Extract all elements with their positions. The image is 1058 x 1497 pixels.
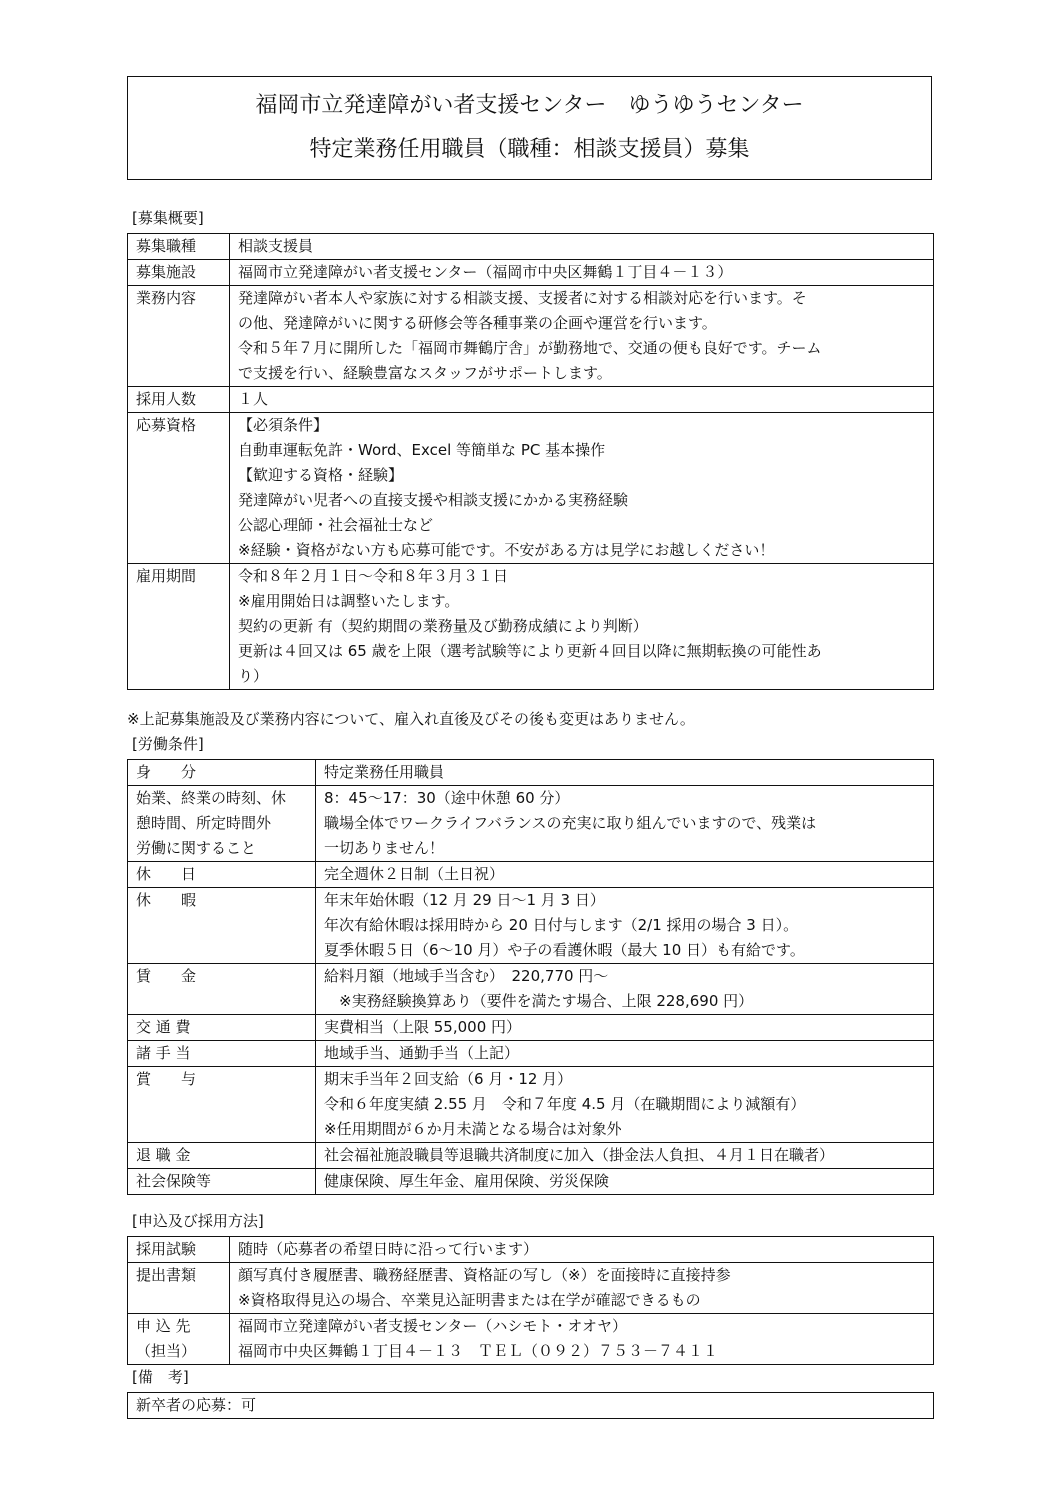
key-line: 採用試験 bbox=[136, 1240, 197, 1258]
application-table bbox=[127, 1236, 934, 1365]
table-row bbox=[128, 1393, 934, 1419]
value-line: 令和６年度実績 2.55 月 令和７年度 4.5 月（在職期間により減額有） bbox=[324, 1095, 806, 1113]
row-key: 雇用期間 bbox=[128, 564, 230, 690]
value-line: 令和５年７月に開所した「福岡市舞鶴庁舎」が勤務地で、交通の便も良好です。チーム bbox=[238, 339, 822, 357]
key-line: 申 込 先 bbox=[136, 1317, 191, 1335]
key-line: 賞 与 bbox=[136, 1070, 197, 1088]
row-key: 採用人数 bbox=[128, 387, 230, 413]
key-line: 身 分 bbox=[136, 763, 197, 781]
value-line: で支援を行い、経験豊富なスタッフがサポートします。 bbox=[238, 364, 612, 382]
value-line: り） bbox=[238, 667, 269, 685]
row-value bbox=[230, 234, 934, 260]
row-key: 募集職種 bbox=[128, 234, 230, 260]
section-label-overview: [募集概要] bbox=[132, 209, 204, 227]
row-key bbox=[128, 1314, 230, 1365]
row-value bbox=[316, 964, 934, 1015]
key-line: 交 通 費 bbox=[136, 1018, 191, 1036]
table-row bbox=[128, 1067, 934, 1143]
row-value bbox=[316, 1143, 934, 1169]
value-line: 地域手当、通勤手当（上記） bbox=[324, 1044, 520, 1062]
key-line: 労働に関すること bbox=[136, 839, 257, 857]
value-line: 相談支援員 bbox=[238, 237, 314, 255]
row-value bbox=[230, 413, 934, 564]
section-label-remarks: [備 考] bbox=[132, 1368, 189, 1386]
value-line: ※雇用開始日は調整いたします。 bbox=[238, 592, 460, 610]
value-line: ※実務経験換算あり（要件を満たす場合、上限 228,690 円） bbox=[324, 992, 754, 1010]
table-row bbox=[128, 260, 934, 286]
key-line: 退 職 金 bbox=[136, 1146, 191, 1164]
value-line: 夏季休暇５日（6～10 月）や子の看護休暇（最大 10 日）も有給です。 bbox=[324, 941, 805, 959]
key-line: 憩時間、所定時間外 bbox=[136, 814, 272, 832]
value-line: 実費相当（上限 55,000 円） bbox=[324, 1018, 522, 1036]
value-line: 福岡市中央区舞鶴１丁目４－１３ ＴＥＬ（０９２）７５３－７４１１ bbox=[238, 1342, 719, 1360]
row-value bbox=[316, 786, 934, 862]
row-value bbox=[316, 1169, 934, 1195]
row-value bbox=[316, 862, 934, 888]
row-key bbox=[128, 1143, 316, 1169]
row-value bbox=[316, 1015, 934, 1041]
row-key bbox=[128, 888, 316, 964]
value-line: 福岡市立発達障がい者支援センター（ハシモト・オオヤ） bbox=[238, 1317, 627, 1335]
row-value bbox=[230, 260, 934, 286]
row-value bbox=[230, 387, 934, 413]
row-key bbox=[128, 1067, 316, 1143]
row-key bbox=[128, 786, 316, 862]
table-row bbox=[128, 1169, 934, 1195]
value-line: 職場全体でワークライフバランスの充実に取り組んでいますので、残業は bbox=[324, 814, 817, 832]
value-line: 給料月額（地域手当含む） 220,770 円～ bbox=[324, 967, 609, 985]
row-value bbox=[230, 1237, 934, 1263]
row-key bbox=[128, 1263, 230, 1314]
value-line: ※任用期間が６か月未満となる場合は対象外 bbox=[324, 1120, 622, 1138]
table-row bbox=[128, 564, 934, 690]
row-key bbox=[128, 1237, 230, 1263]
row-key bbox=[128, 760, 316, 786]
key-line: 提出書類 bbox=[136, 1266, 197, 1284]
row-key bbox=[128, 964, 316, 1015]
value-line: 契約の更新 有（契約期間の業務量及び勤務成績により判断） bbox=[238, 617, 648, 635]
row-value bbox=[230, 564, 934, 690]
key-line: 賃 金 bbox=[136, 967, 197, 985]
row-value bbox=[230, 286, 934, 387]
table-row bbox=[128, 862, 934, 888]
value-line: 健康保険、厚生年金、雇用保険、労災保険 bbox=[324, 1172, 610, 1190]
remarks-table bbox=[127, 1392, 934, 1419]
row-key: 応募資格 bbox=[128, 413, 230, 564]
row-key: 募集施設 bbox=[128, 260, 230, 286]
title-box bbox=[127, 76, 932, 180]
value-line: 8：45～17：30（途中休憩 60 分） bbox=[324, 789, 570, 807]
value-line: 年次有給休暇は採用時から 20 日付与します（2/1 採用の場合 3 日）。 bbox=[324, 916, 799, 934]
value-line: ※経験・資格がない方も応募可能です。不安がある方は見学にお越しください！ bbox=[238, 541, 775, 559]
row-value bbox=[316, 888, 934, 964]
value-line: ※資格取得見込の場合、卒業見込証明書または在学が確認できるもの bbox=[238, 1291, 701, 1309]
key-line: 諸 手 当 bbox=[136, 1044, 191, 1062]
value-line: 発達障がい者本人や家族に対する相談支援、支援者に対する相談対応を行います。そ bbox=[238, 289, 807, 307]
overview-note: ※上記募集施設及び業務内容について、雇入れ直後及びその後も変更はありません。 bbox=[127, 710, 695, 728]
value-line: 福岡市立発達障がい者支援センター（福岡市中央区舞鶴１丁目４－１３） bbox=[238, 263, 733, 281]
row-value bbox=[230, 1263, 934, 1314]
value-line: 社会福祉施設職員等退職共済制度に加入（掛金法人負担、４月１日在職者） bbox=[324, 1146, 835, 1164]
conditions-table bbox=[127, 759, 934, 1195]
row-key bbox=[128, 1041, 316, 1067]
table-row bbox=[128, 413, 934, 564]
value-line: 年末年始休暇（12 月 29 日～1 月 3 日） bbox=[324, 891, 605, 909]
key-line: 休 暇 bbox=[136, 891, 197, 909]
value-line: １人 bbox=[238, 390, 269, 408]
row-value bbox=[316, 1067, 934, 1143]
row-value bbox=[316, 1041, 934, 1067]
overview-table bbox=[127, 233, 934, 690]
key-line: （担当） bbox=[136, 1342, 197, 1360]
table-row bbox=[128, 964, 934, 1015]
table-row bbox=[128, 234, 934, 260]
value-line: 顔写真付き履歴書、職務経歴書、資格証の写し（※）を面接時に直接持参 bbox=[238, 1266, 731, 1284]
page-subtitle: 特定業務任用職員（職種：相談支援員）募集 bbox=[309, 137, 750, 162]
table-row bbox=[128, 786, 934, 862]
value-line: 発達障がい児者への直接支援や相談支援にかかる実務経験 bbox=[238, 491, 629, 509]
table-row bbox=[128, 1314, 934, 1365]
value-line: 【必須条件】 bbox=[238, 416, 329, 434]
key-line: 休 日 bbox=[136, 865, 197, 883]
row-value bbox=[230, 1314, 934, 1365]
value-line: 自動車運転免許・Word、Excel 等簡単な PC 基本操作 bbox=[238, 441, 606, 459]
value-line: 一切ありません！ bbox=[324, 839, 445, 857]
page-title: 福岡市立発達障がい者支援センター ゆうゆうセンター bbox=[255, 93, 804, 118]
section-label-application: [申込及び採用方法] bbox=[132, 1212, 264, 1230]
value-line: 令和８年２月１日～令和８年３月３１日 bbox=[238, 567, 509, 585]
key-line: 始業、終業の時刻、休 bbox=[136, 789, 287, 807]
key-line: 社会保険等 bbox=[136, 1172, 212, 1190]
table-row bbox=[128, 1263, 934, 1314]
row-key bbox=[128, 862, 316, 888]
value-line: 期末手当年２回支給（6 月・12 月） bbox=[324, 1070, 573, 1088]
table-row bbox=[128, 1041, 934, 1067]
table-row bbox=[128, 760, 934, 786]
value-line: 随時（応募者の希望日時に沿って行います） bbox=[238, 1240, 539, 1258]
value-line: 完全週休２日制（土日祝） bbox=[324, 865, 505, 883]
value-line: 特定業務任用職員 bbox=[324, 763, 445, 781]
table-row bbox=[128, 387, 934, 413]
row-value bbox=[316, 760, 934, 786]
remarks-text: 新卒者の応募：可 bbox=[128, 1393, 934, 1419]
row-key bbox=[128, 1015, 316, 1041]
row-key bbox=[128, 1169, 316, 1195]
value-line: 公認心理師・社会福祉士など bbox=[238, 516, 434, 534]
table-row bbox=[128, 1015, 934, 1041]
row-key: 業務内容 bbox=[128, 286, 230, 387]
value-line: 【歓迎する資格・経験】 bbox=[238, 466, 404, 484]
value-line: の他、発達障がいに関する研修会等各種事業の企画や運営を行います。 bbox=[238, 314, 717, 332]
value-line: 更新は４回又は 65 歳を上限（選考試験等により更新４回目以降に無期転換の可能性あ bbox=[238, 642, 822, 660]
table-row bbox=[128, 1237, 934, 1263]
table-row bbox=[128, 286, 934, 387]
table-row bbox=[128, 1143, 934, 1169]
section-label-conditions: [労働条件] bbox=[132, 735, 204, 753]
table-row bbox=[128, 888, 934, 964]
